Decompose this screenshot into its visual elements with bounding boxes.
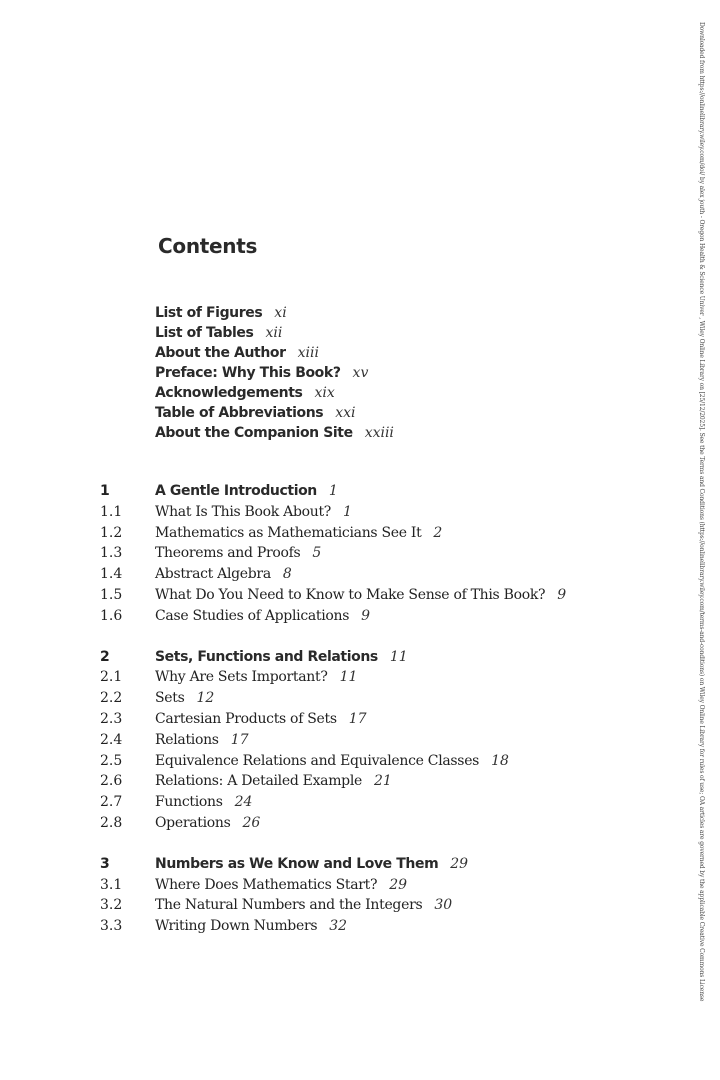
front-matter-label: Preface: Why This Book? (155, 365, 341, 381)
section-number: 2.4 (100, 731, 123, 748)
page-number: xix (314, 385, 335, 401)
section-number: 2.1 (100, 669, 123, 686)
download-notice (692, 22, 708, 1058)
section-number: 3.1 (100, 876, 123, 893)
section-title: Where Does Mathematics Start? (155, 876, 378, 893)
chapter-list (100, 481, 570, 957)
section-title: Sets (155, 690, 185, 707)
front-matter-label: List of Tables (155, 325, 254, 341)
section-title: Mathematics as Mathematicians See It (155, 524, 422, 541)
page-number: xv (352, 365, 369, 381)
section-title: Relations (155, 731, 219, 748)
section-entry[interactable] (100, 751, 570, 772)
page-number: 32 (329, 918, 348, 935)
section-entry[interactable] (100, 606, 570, 627)
chapter-block (100, 854, 570, 937)
section-entry[interactable] (100, 502, 570, 523)
section-entry[interactable] (100, 875, 570, 896)
section-number: 1.6 (100, 607, 123, 624)
section-entry[interactable] (100, 771, 570, 792)
page-number: 18 (491, 752, 509, 769)
section-entry[interactable] (100, 523, 570, 544)
section-title: Cartesian Products of Sets (155, 710, 337, 727)
section-entry[interactable] (100, 730, 570, 751)
section-title: Operations (155, 814, 231, 831)
section-title: Equivalence Relations and Equivalence Classes (155, 752, 480, 769)
front-matter-label: Table of Abbreviations (155, 405, 324, 421)
chapter-block (100, 481, 570, 627)
front-matter-label: List of Figures (155, 305, 263, 321)
page-number: 12 (196, 690, 215, 707)
page-number: 2 (433, 524, 443, 541)
section-title: Theorems and Proofs (155, 545, 301, 562)
section-entry[interactable] (100, 813, 570, 834)
page-title: Contents (158, 234, 258, 258)
page-number: xxi (335, 405, 356, 421)
section-number: 2.5 (100, 752, 123, 769)
section-entry[interactable] (100, 916, 570, 937)
page-number: xxiii (364, 425, 394, 441)
front-matter-item[interactable] (155, 382, 394, 402)
page-number: 30 (434, 897, 453, 914)
front-matter-label: About the Companion Site (155, 425, 353, 441)
chapter-title: A Gentle Introduction (155, 483, 317, 499)
front-matter-item[interactable] (155, 422, 394, 442)
page-number: 9 (557, 586, 567, 603)
section-title: What Do You Need to Know to Make Sense of This Book? (155, 586, 546, 603)
front-matter-list (155, 302, 394, 442)
front-matter-label: Acknowledgements (155, 385, 303, 401)
section-title: Case Studies of Applications (155, 607, 350, 624)
section-number: 2.8 (100, 814, 123, 831)
chapter-heading[interactable] (100, 481, 570, 502)
section-number: 1.2 (100, 524, 123, 541)
section-number: 3.2 (100, 897, 123, 914)
section-title: What Is This Book About? (155, 503, 331, 520)
front-matter-item[interactable] (155, 362, 394, 382)
section-entry[interactable] (100, 543, 570, 564)
section-entry[interactable] (100, 792, 570, 813)
section-entry[interactable] (100, 564, 570, 585)
section-entry[interactable] (100, 585, 570, 606)
front-matter-item[interactable] (155, 302, 394, 322)
page-number: 29 (450, 855, 469, 872)
page-number: 8 (282, 566, 292, 583)
page-number: 26 (242, 814, 261, 831)
section-number: 2.7 (100, 794, 123, 811)
section-title: Relations: A Detailed Example (155, 773, 363, 790)
section-title: Functions (155, 794, 223, 811)
section-title: The Natural Numbers and the Integers (155, 897, 423, 914)
page-number: 5 (312, 545, 322, 562)
page-number: 11 (389, 648, 408, 665)
page-number: 17 (230, 731, 249, 748)
page-number: xiii (297, 345, 319, 361)
section-number: 3.3 (100, 918, 123, 935)
section-entry[interactable] (100, 895, 570, 916)
section-number: 2.6 (100, 773, 123, 790)
chapter-block (100, 647, 570, 834)
front-matter-label: About the Author (155, 345, 286, 361)
chapter-number: 1 (100, 483, 110, 499)
section-title: Writing Down Numbers (155, 918, 318, 935)
page-number: 9 (361, 607, 371, 624)
section-number: 1.3 (100, 545, 123, 562)
section-entry[interactable] (100, 667, 570, 688)
section-number: 1.1 (100, 503, 123, 520)
section-number: 1.5 (100, 586, 123, 603)
chapter-title: Numbers as We Know and Love Them (155, 855, 439, 872)
chapter-number: 2 (100, 648, 110, 665)
front-matter-item[interactable] (155, 322, 394, 342)
download-notice-text: Downloaded from https://onlinelibrary.wiley.com/doi/ by alex jouth - Oregon Health & Science Univer , Wiley Online Library on [25/12/2025]. See the Terms and Conditions (https://onlinelibrary.wiley.com/terms-and-conditions) on Wiley Online Library for rules of use; OA articles are governed by the applicable Creative Commons License (698, 22, 705, 1002)
page-number: xii (265, 325, 283, 341)
section-entry[interactable] (100, 709, 570, 730)
page-number: 29 (389, 876, 408, 893)
section-number: 1.4 (100, 566, 123, 583)
page-number: 1 (328, 483, 338, 499)
section-title: Why Are Sets Important? (155, 669, 328, 686)
front-matter-item[interactable] (155, 402, 394, 422)
page-number: 1 (343, 503, 352, 520)
page-number: 21 (374, 773, 392, 790)
page-number: xi (274, 305, 287, 321)
chapter-title: Sets, Functions and Relations (155, 648, 378, 665)
section-entry[interactable] (100, 688, 570, 709)
section-number: 2.2 (100, 690, 123, 707)
page-number: 24 (234, 794, 253, 811)
section-title: Abstract Algebra (155, 566, 271, 583)
chapter-heading[interactable] (100, 647, 570, 668)
front-matter-item[interactable] (155, 342, 394, 362)
section-number: 2.3 (100, 710, 123, 727)
chapter-heading[interactable] (100, 854, 570, 875)
chapter-number: 3 (100, 855, 110, 872)
page-number: 17 (348, 710, 367, 727)
page-number: 11 (339, 669, 358, 686)
